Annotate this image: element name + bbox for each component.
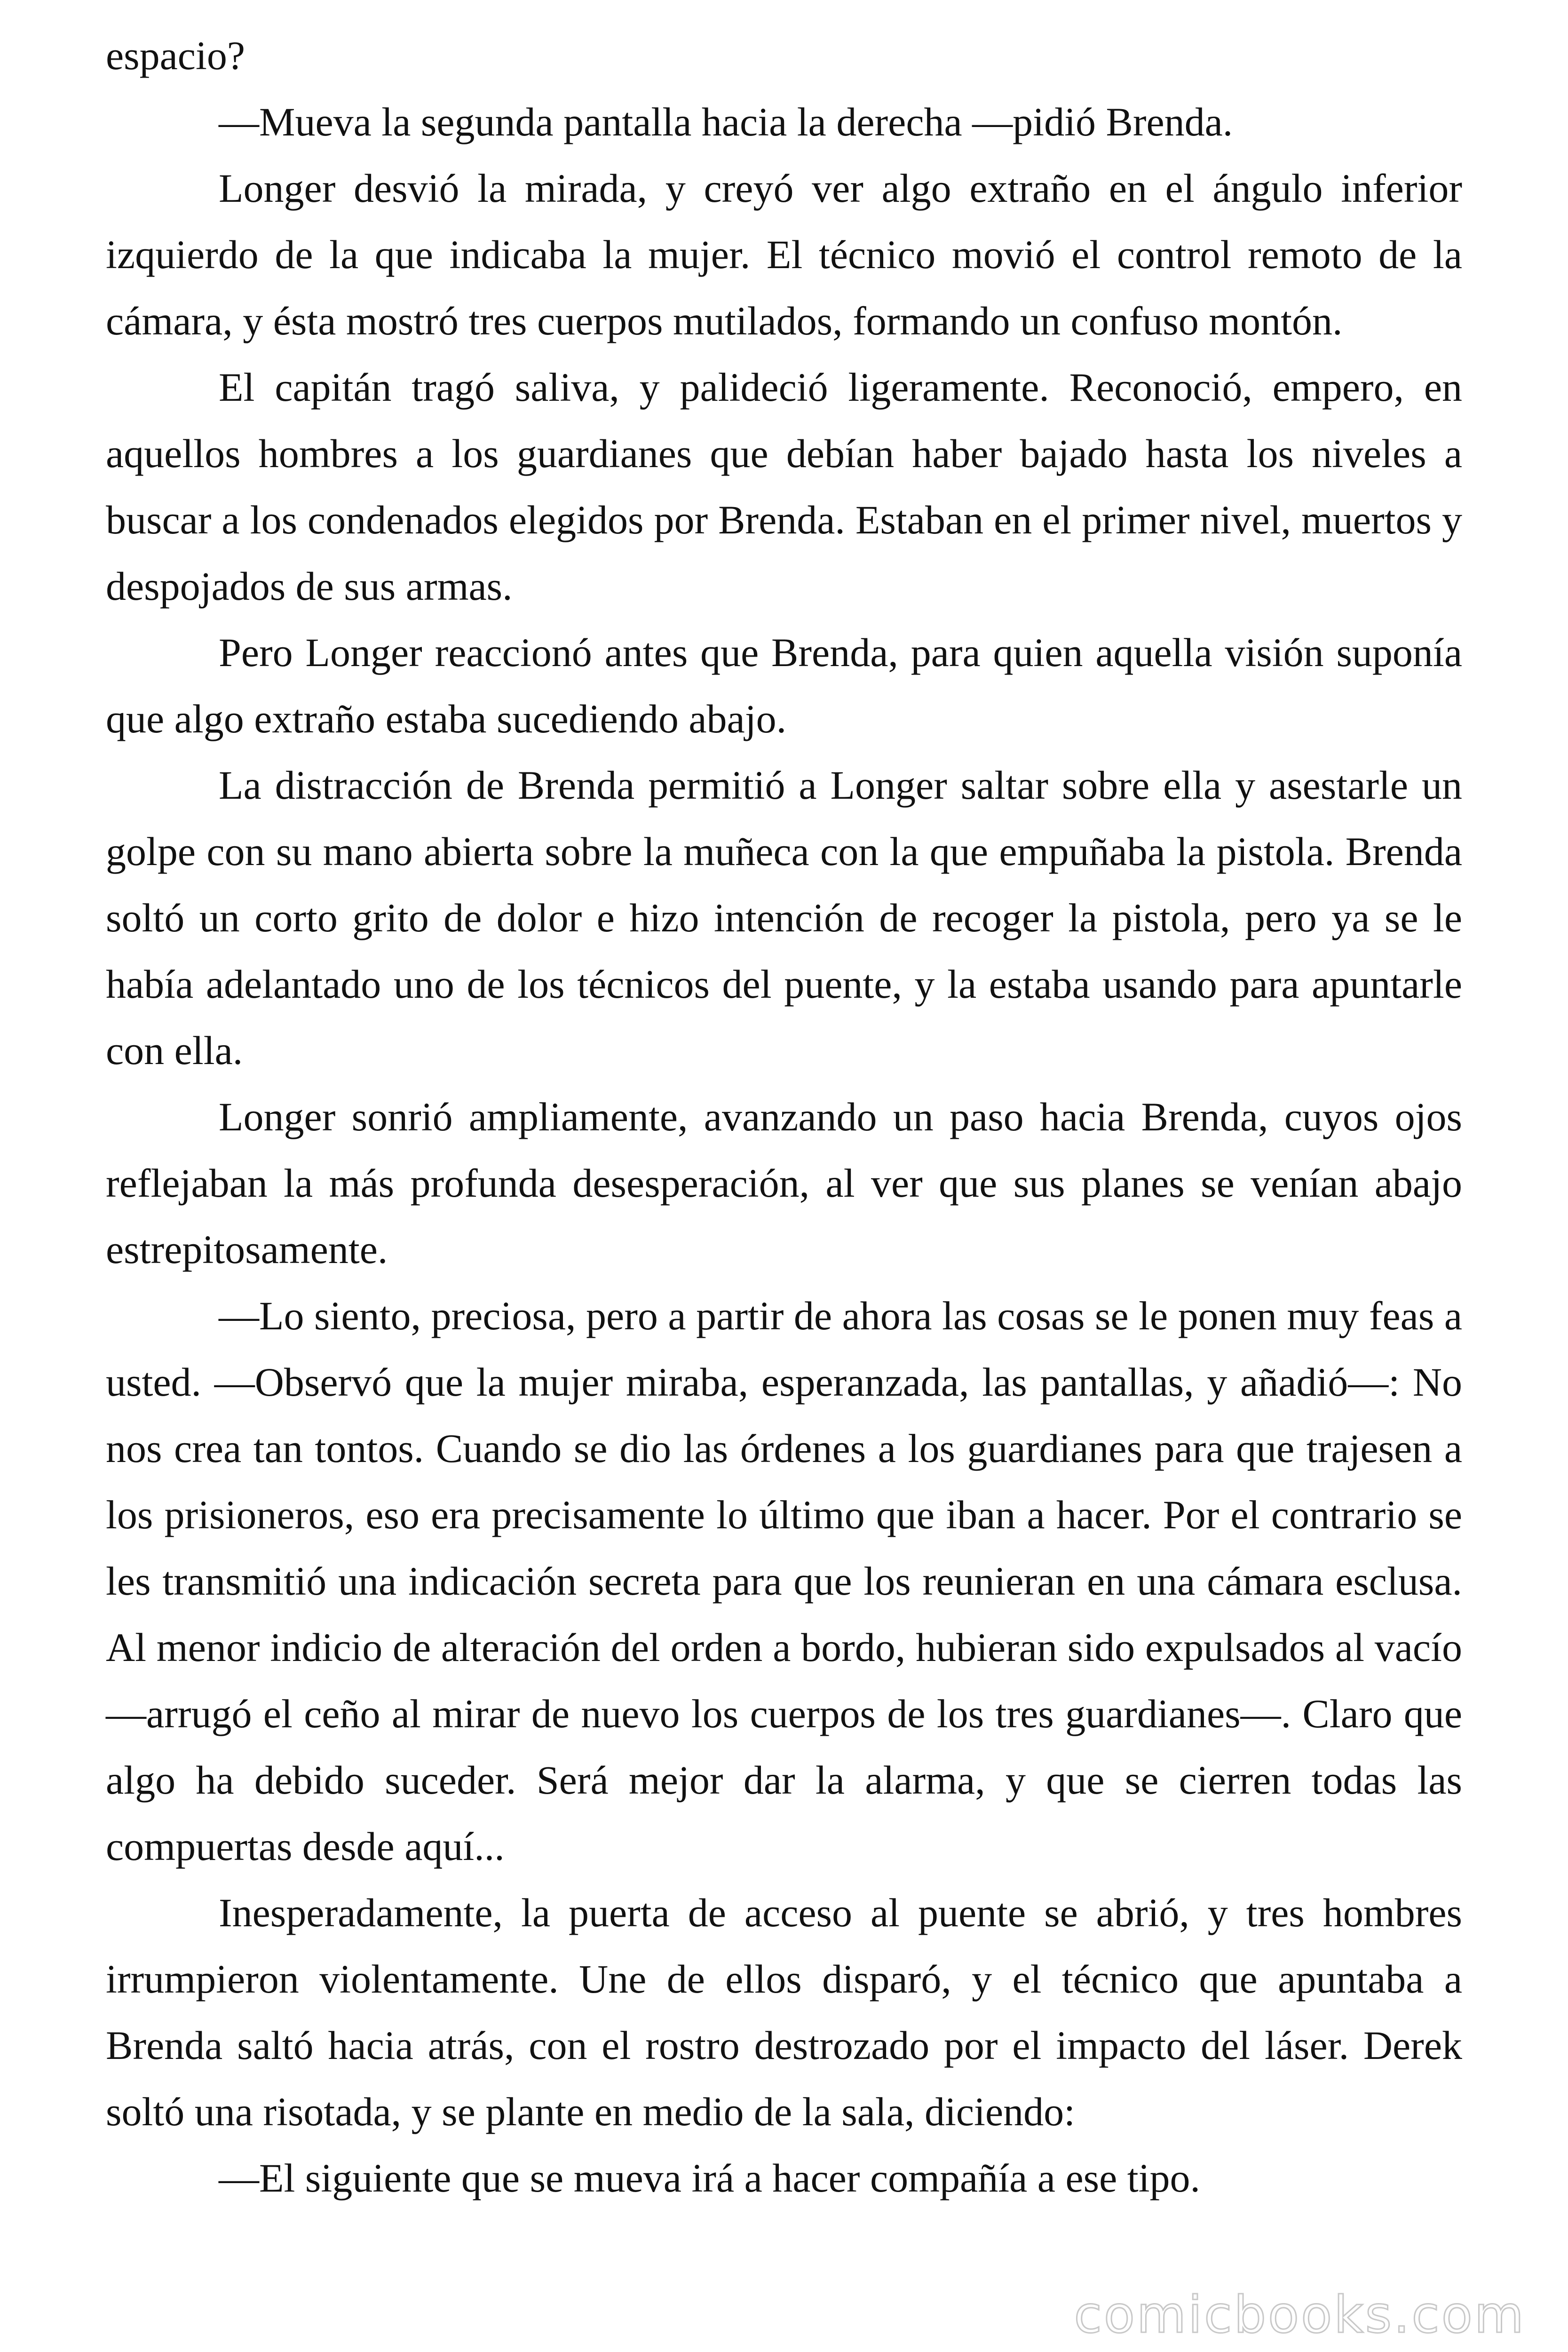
paragraph: Pero Longer reaccionó antes que Brenda, para quien aquella visión suponía que algo extraño estaba sucediendo abajo.	[106, 630, 1462, 741]
paragraph: Longer sonrió ampliamente, avanzando un paso hacia Brenda, cuyos ojos reflejaban la más profunda desesperación, al ver que sus planes se venían abajo estrepitosamente.	[106, 1094, 1462, 1272]
paragraph: Longer desvió la mirada, y creyó ver algo extraño en el ángulo inferior izquierdo de la que indicaba la mujer. El técnico movió el control remoto de la cámara, y ésta mostró tres cuerpos mutilados, formando un confuso montón.	[106, 166, 1462, 343]
paragraph: Inesperadamente, la puerta de acceso al puente se abrió, y tres hombres irrumpieron violentamente. Une de ellos disparó, y el técnico que apuntaba a Brenda saltó hacia atrás, con el rostro destrozado por el impacto del láser. Derek soltó una risotada, y se plante en medio de la sala, diciendo:	[106, 1890, 1462, 2134]
paragraph: —El siguiente que se mueva irá a hacer compañía a ese tipo.	[219, 2155, 1201, 2201]
paragraph: El capitán tragó saliva, y palideció ligeramente. Reconoció, empero, en aquellos hombres a los guardianes que debían haber bajado hasta los niveles a buscar a los condenados elegidos por Brenda. Estaban en el primer nivel, muertos y despojados de sus armas.	[106, 365, 1462, 609]
watermark: comicbooks.com	[1074, 2286, 1526, 2344]
paragraph: —Mueva la segunda pantalla hacia la derecha —pidió Brenda.	[219, 99, 1233, 144]
paragraph: La distracción de Brenda permitió a Longer saltar sobre ella y asestarle un golpe con su mano abierta sobre la muñeca con la que empuñaba la pistola. Brenda soltó un corto grito de dolor e hizo intención de recoger la pistola, pero ya se le había adelantado uno de los técnicos del puente, y la estaba usando para apuntarle con ella.	[106, 763, 1462, 1073]
paragraph: —Lo siento, preciosa, pero a partir de ahora las cosas se le ponen muy feas a usted. —Observó que la mujer miraba, esperanzada, las pantallas, y añadió—: No nos crea tan tontos. Cuando se dio las órdenes a los guardianes para que trajesen a los prisioneros, eso era precisamente lo último que iban a hacer. Por el contrario se les transmitió una indicación secreta para que los reunieran en una cámara esclusa. Al menor indicio de alteración del orden a bordo, hubieran sido expulsados al vacío —arrugó el ceño al mirar de nuevo los cuerpos de los tres guardianes—. Claro que algo ha debido suceder. Será mejor dar la alarma, y que se cierren todas las compuertas desde aquí...	[106, 1293, 1462, 1869]
paragraph: espacio?	[106, 33, 245, 78]
